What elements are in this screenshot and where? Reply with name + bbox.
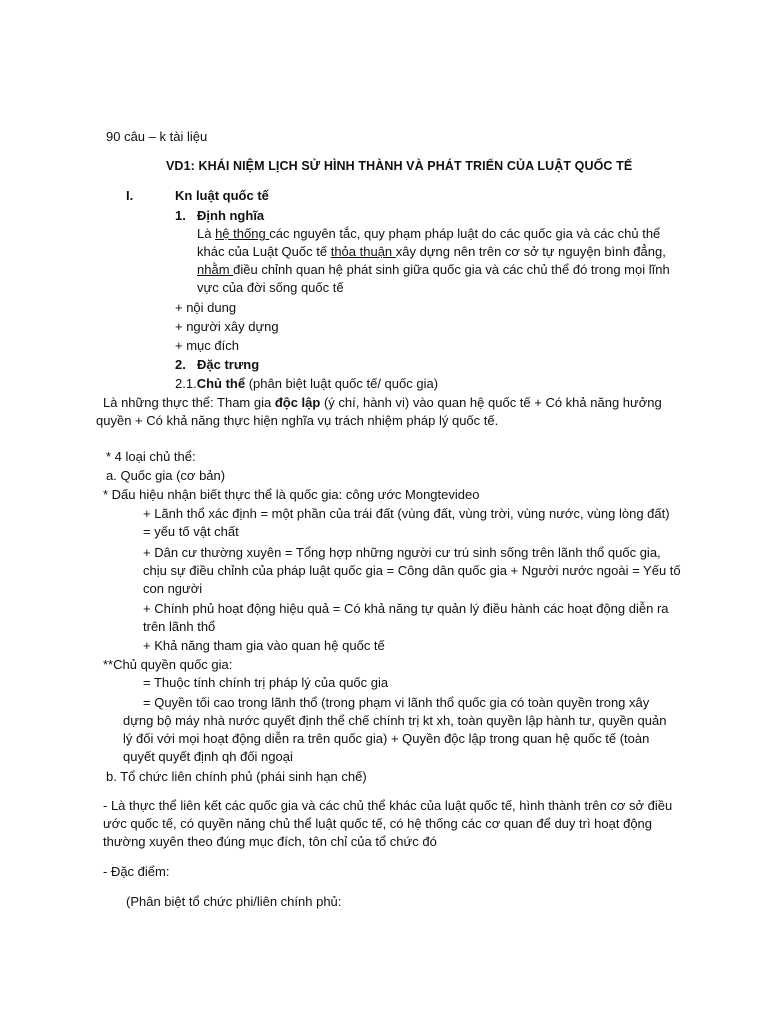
header-note: 90 câu – k tài liệu [106, 129, 208, 144]
text-line: = yếu tố vật chất [143, 524, 239, 539]
definition-text: điều chỉnh quan hệ phát sinh giữa quốc gia và các chủ thể đó trong mọi lĩnh [233, 262, 670, 277]
subject-line-1 [103, 394, 662, 412]
text-line: dựng bộ máy nhà nước quyết định thể chế chính trị kt xh, toàn quyền lập hành tư, quyền quản [123, 713, 667, 728]
definition-line-2 [197, 243, 666, 261]
bullet-builder: + người xây dựng [175, 319, 279, 334]
text-line: chịu sự điều chỉnh của pháp luật quốc gia = Công dân quốc gia + Người nước ngoài = Yếu tố [143, 563, 681, 578]
text-line: - Đặc điểm: [103, 864, 170, 879]
subsection-number-1: 1. [175, 208, 186, 223]
text-line: = Thuộc tính chính trị pháp lý của quốc gia [143, 675, 389, 690]
text-line: a. Quốc gia (cơ bản) [106, 468, 226, 483]
text-line: con người [143, 581, 203, 596]
subject-text: (ý chí, hành vi) vào quan hệ quốc tế + Có khả năng hưởng [320, 395, 662, 410]
underlined-term: nhằm [197, 262, 234, 277]
subsection-number-2-1: 2.1. [175, 376, 197, 391]
page-title: VD1: KHÁI NIỆM LỊCH SỬ HÌNH THÀNH VÀ PHÁT TRIỂN CỦA LUẬT QUỐC TẾ [166, 159, 633, 173]
definition-text: xây dựng nên trên cơ sở tự nguyện bình đẳng, [395, 244, 666, 259]
bold-term: độc lập [274, 395, 321, 410]
text-line: **Chủ quyền quốc gia: [103, 657, 233, 672]
text-line: + Chính phủ hoạt động hiệu quả = Có khả năng tự quản lý điều hành các hoạt động diễn ra [143, 601, 669, 616]
section-heading-I: Kn luật quốc tế [175, 188, 269, 203]
subsection-heading-1: Định nghĩa [197, 208, 265, 223]
subject-line-2: quyền + Có khả năng thực hiện nghĩa vụ trách nhiệm pháp lý quốc tế. [96, 413, 499, 428]
text-line: trên lãnh thổ [143, 619, 216, 634]
subsection-heading-2: Đặc trưng [197, 357, 260, 372]
definition-text: Là [197, 226, 216, 241]
text-line: + Khả năng tham gia vào quan hệ quốc tế [143, 638, 385, 653]
bullet-content: + nội dung [175, 300, 237, 315]
text-line: * Dấu hiệu nhận biết thực thể là quốc gia: công ước Mongtevideo [103, 487, 480, 502]
text-line: * 4 loại chủ thể: [106, 449, 196, 464]
text-line: b. Tổ chức liên chính phủ (phái sinh hạn chế) [106, 769, 367, 784]
subsection-number-2: 2. [175, 357, 186, 372]
underlined-term: hệ thống [215, 226, 270, 241]
bullet-purpose: + mục đích [175, 338, 239, 353]
text-line: thường xuyên theo đúng mục đích, tôn chỉ của tổ chức đó [103, 834, 437, 849]
text-line: = Quyền tối cao trong lãnh thổ (trong phạm vi lãnh thổ quốc gia có toàn quyền trong xây [143, 695, 650, 710]
subsection-note: (phân biệt luật quốc tế/ quốc gia) [245, 376, 439, 391]
underlined-term: thỏa thuận [330, 244, 396, 259]
definition-line-1 [197, 225, 660, 243]
text-line: + Dân cư thường xuyên = Tổng hợp những người cư trú sinh sống trên lãnh thổ quốc gia, [143, 545, 661, 560]
text-line: quyết quyết định qh đối ngoại [123, 749, 293, 764]
section-number-I: I. [126, 188, 134, 203]
text-line: - Là thực thể liên kết các quốc gia và các chủ thể khác của luật quốc tế, hình thành trên cơ sở điều [103, 798, 673, 813]
text-line: + Lãnh thổ xác định = một phần của trái đất (vùng đất, vùng trời, vùng nước, vùng lòng đất) [143, 506, 670, 521]
definition-text: khác của Luật Quốc tế [197, 244, 331, 259]
text-line: (Phân biệt tổ chức phi/liên chính phủ: [126, 894, 342, 909]
text-line: ước quốc tế, có quyền năng chủ thể luật quốc tế, có hệ thống các cơ quan để duy trì hoạt động [103, 816, 653, 831]
subsection-bold-term: Chủ thể [196, 376, 246, 391]
subsection-2-1 [175, 375, 438, 393]
definition-text: các nguyên tắc, quy phạm pháp luật do các quốc gia và các chủ thể [269, 226, 661, 241]
subject-text: Là những thực thể: Tham gia [103, 395, 275, 410]
text-line: lý đối với mọi hoạt động diễn ra trên quốc gia) + Quyền độc lập trong quan hệ quốc tế (toàn [123, 731, 650, 746]
definition-line-4: vực của đời sống quốc tế [197, 280, 344, 295]
definition-line-3 [197, 261, 670, 279]
